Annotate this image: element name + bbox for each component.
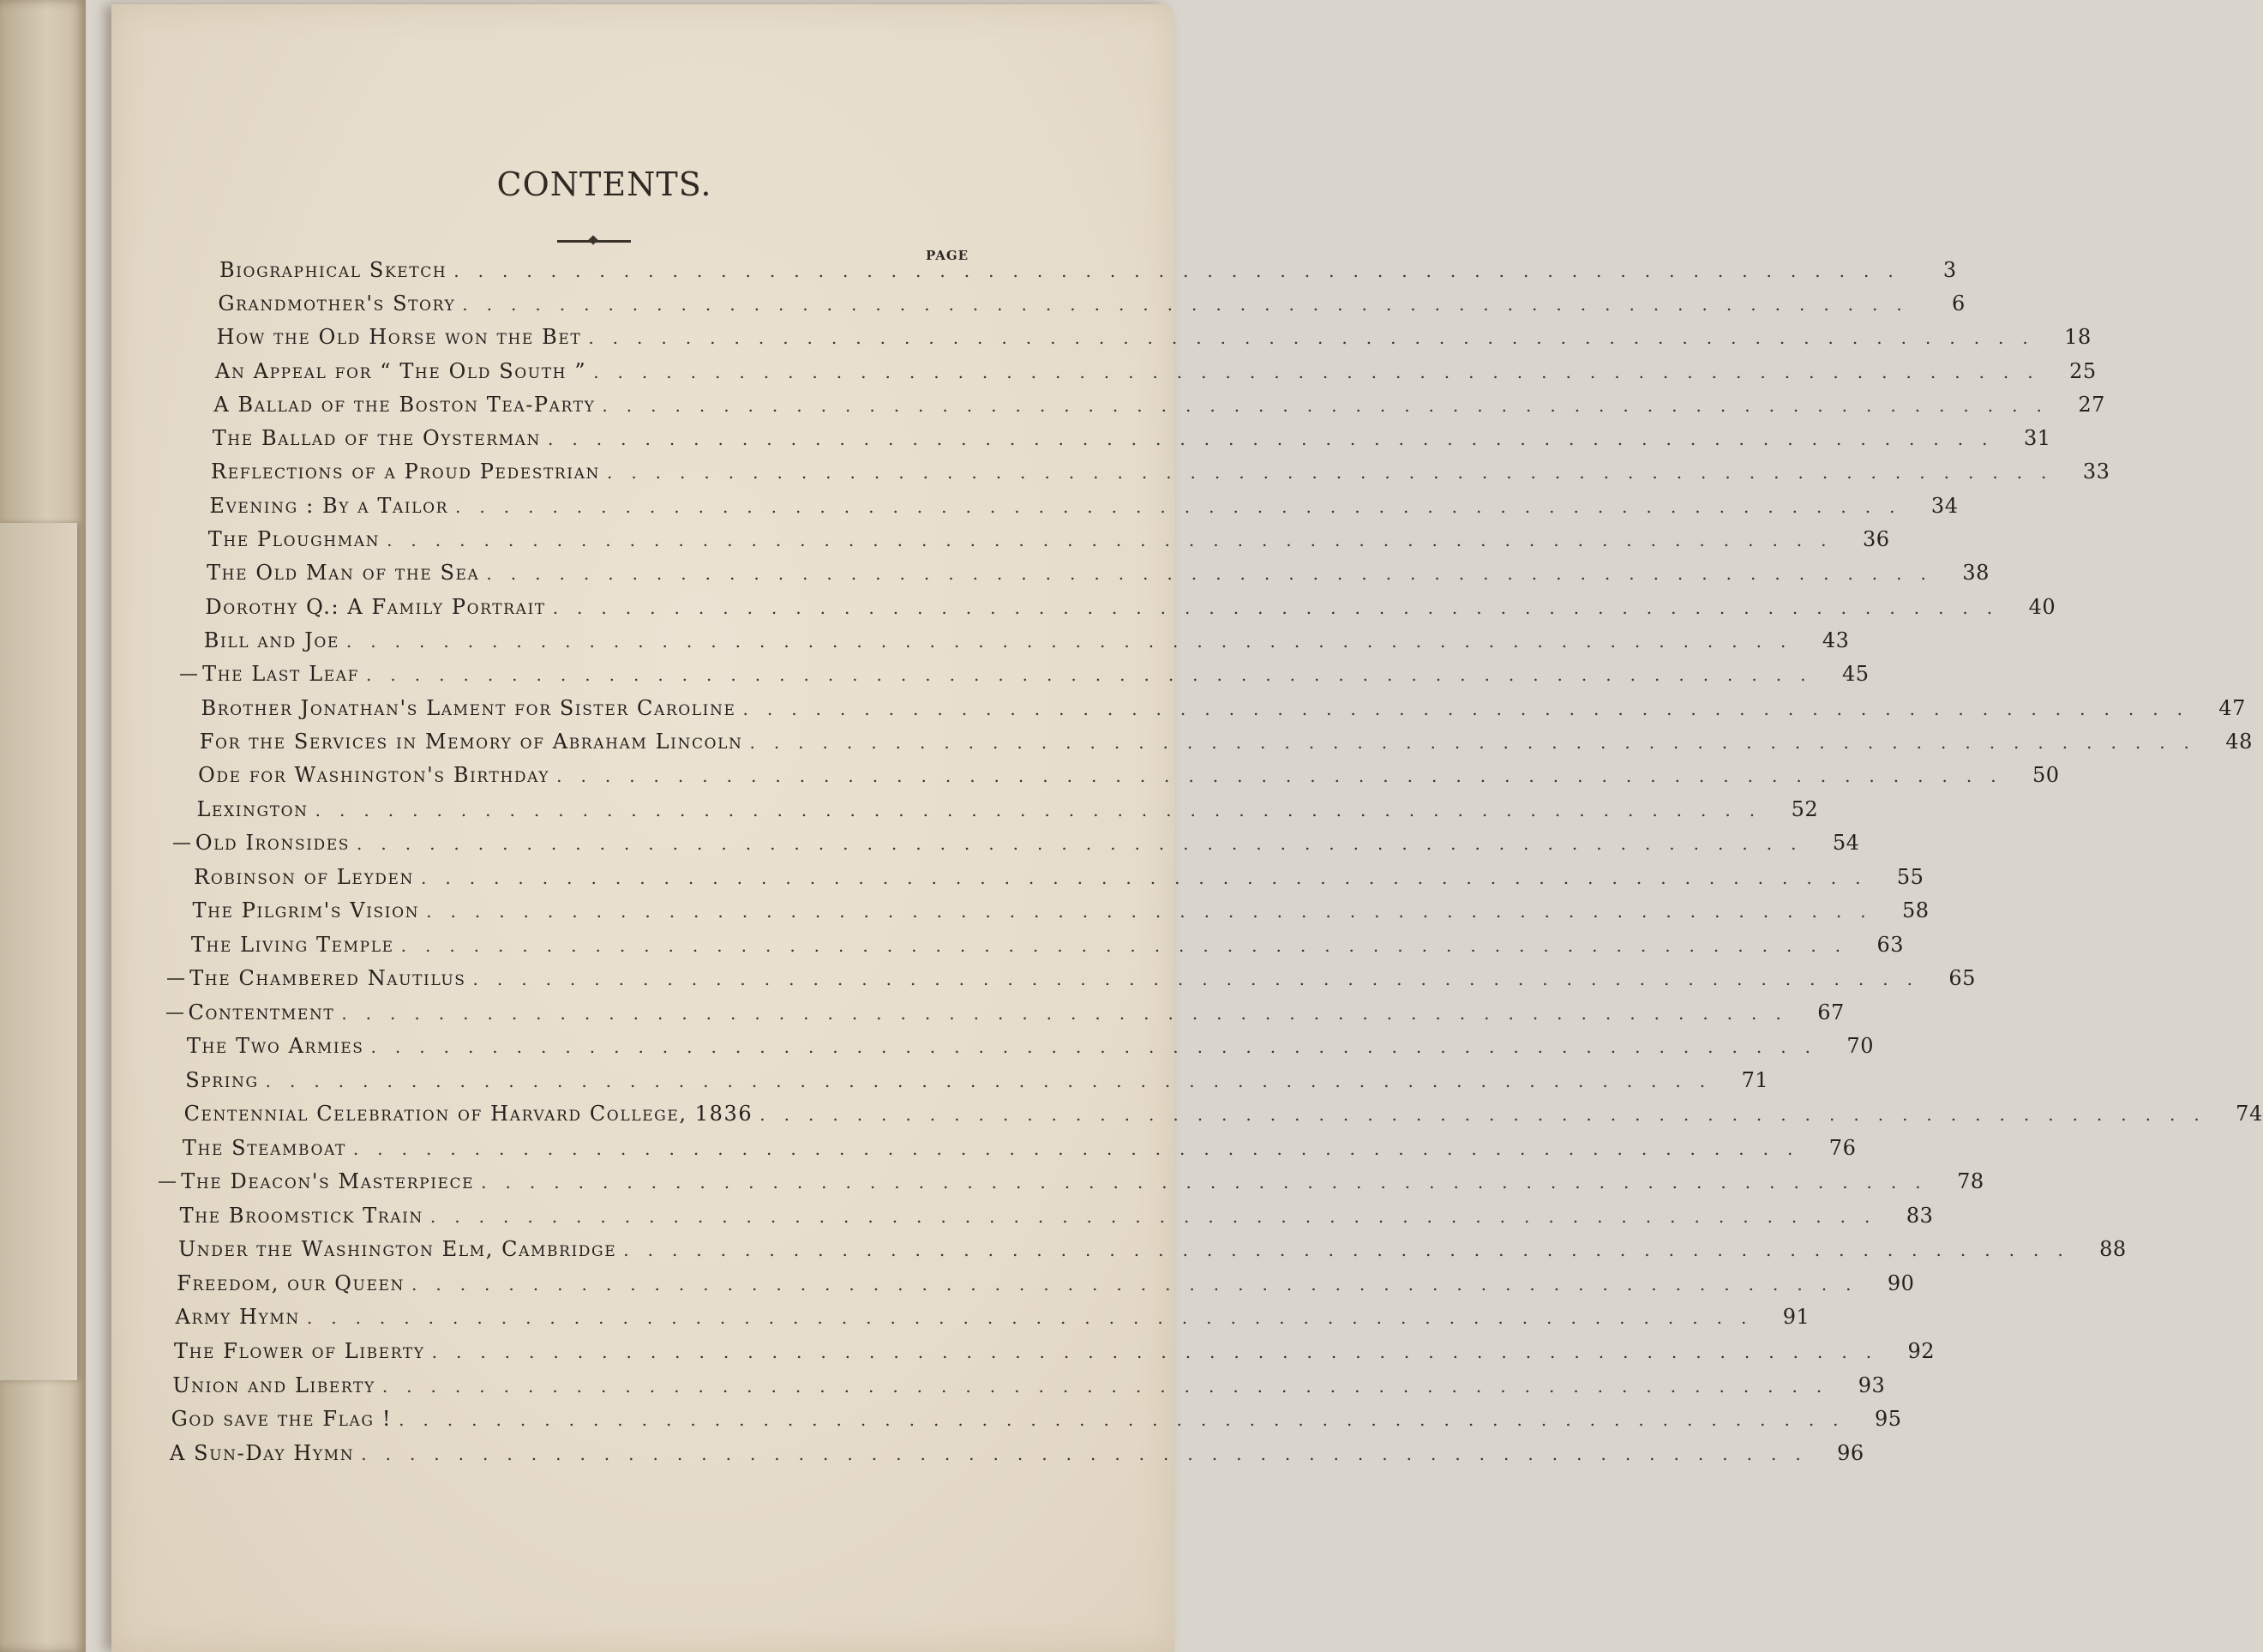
- toc-entry: [205, 594, 2056, 619]
- toc-entry-page-number: 33: [2082, 460, 2110, 484]
- toc-entry: [170, 1441, 1864, 1465]
- dot-leader: ............................................................: [486, 563, 1945, 585]
- toc-entry-page-number: 91: [1782, 1305, 1810, 1330]
- book-page: [111, 4, 2263, 1652]
- toc-entry-page-number: 52: [1791, 796, 1819, 821]
- dot-leader: ............................................................: [623, 1240, 2082, 1261]
- dot-leader: ............................................................: [370, 1036, 1829, 1058]
- toc-entry: [202, 662, 1870, 687]
- toc-entry: [198, 763, 2060, 788]
- dot-leader: ............................................................: [453, 261, 1912, 281]
- dot-leader: ............................................................: [357, 833, 1816, 855]
- toc-entry-title: Contentment: [188, 1000, 335, 1024]
- toc-entry: [194, 864, 1924, 889]
- toc-entry-title: The Living Temple: [190, 932, 394, 957]
- dot-leader: ............................................................: [361, 1444, 1820, 1464]
- toc-entry: [207, 561, 1990, 586]
- toc-entry-title: Ode for Washington's Birthday: [198, 763, 550, 788]
- toc-entry-title: The Chambered Nautilus: [189, 966, 466, 991]
- toc-entry: [189, 966, 1976, 991]
- pencil-mark: [166, 1012, 183, 1014]
- toc-entry: [175, 1305, 1810, 1330]
- toc-entry-page-number: 38: [1962, 561, 1990, 586]
- toc-entry-page-number: 93: [1858, 1373, 1886, 1397]
- toc-entry-page-number: 65: [1948, 966, 1976, 991]
- toc-entry-title: Biographical Sketch: [219, 258, 447, 282]
- toc-entry-title: The Last Leaf: [202, 662, 360, 687]
- toc-entry: [182, 1135, 1857, 1160]
- toc-entry: [207, 527, 1890, 552]
- dot-leader: ............................................................: [602, 394, 2061, 416]
- toc-entry-page-number: 58: [1902, 898, 1930, 923]
- page-column-label: PAGE: [926, 248, 969, 263]
- dot-leader: ............................................................: [556, 766, 2015, 787]
- toc-entry-page-number: 83: [1906, 1203, 1934, 1228]
- toc-entry-page-number: 90: [1887, 1271, 1915, 1295]
- pencil-mark: [159, 1181, 176, 1183]
- toc-entry-page-number: 40: [2028, 594, 2056, 619]
- toc-entry: [186, 1034, 1874, 1059]
- dot-leader: ............................................................: [759, 1104, 2218, 1126]
- dot-leader: ............................................................: [552, 597, 2012, 618]
- toc-entry-title: The Steamboat: [182, 1135, 346, 1160]
- toc-entry-page-number: 45: [1841, 662, 1870, 687]
- toc-entry: [211, 460, 2110, 484]
- toc-entry-title: The Deacon's Masterpiece: [181, 1169, 475, 1194]
- toc-entry: [195, 831, 1860, 856]
- dot-leader: ............................................................: [352, 1138, 1812, 1159]
- toc-entry-page-number: 92: [1907, 1339, 1936, 1364]
- toc-entry-page-number: 95: [1875, 1407, 1902, 1432]
- toc-entry: [218, 291, 1966, 316]
- toc-entry-title: Reflections of a Proud Pedestrian: [211, 460, 600, 484]
- toc-entry-page-number: 55: [1896, 864, 1924, 889]
- toc-entry: [179, 1203, 1934, 1228]
- toc-entry-title: Under the Washington Elm, Cambridge: [177, 1237, 617, 1262]
- toc-entry-page-number: 78: [1957, 1169, 1984, 1194]
- toc-entry-page-number: 96: [1837, 1441, 1864, 1465]
- toc-entry-page-number: 3: [1942, 258, 1957, 282]
- toc-entry-page-number: 34: [1930, 493, 1959, 518]
- toc-entry-page-number: 63: [1876, 932, 1905, 957]
- dot-leader: ............................................................: [345, 630, 1805, 652]
- toc-entry-page-number: 54: [1832, 831, 1860, 856]
- toc-entry: [185, 1067, 1769, 1092]
- toc-entry-page-number: 70: [1846, 1034, 1874, 1059]
- toc-entry-title: The Broomstick Train: [179, 1203, 423, 1228]
- toc-entry-page-number: 48: [2225, 730, 2253, 754]
- toc-entry: [171, 1407, 1902, 1432]
- toc-entry: [196, 796, 1819, 821]
- page-heading: CONTENTS.: [496, 165, 712, 203]
- toc-entry: [181, 1169, 1984, 1194]
- toc-entry: [183, 1102, 2263, 1126]
- pencil-mark: [180, 674, 197, 676]
- toc-entry-title: Grandmother's Story: [218, 291, 456, 316]
- toc-entry-page-number: 27: [2078, 392, 2105, 417]
- dot-leader: ............................................................: [381, 1375, 1841, 1397]
- dot-leader: ............................................................: [399, 1409, 1858, 1431]
- toc-entry: [190, 932, 1905, 957]
- toc-entry-title: A Sun-Day Hymn: [170, 1441, 355, 1465]
- toc-entry-page-number: 47: [2218, 695, 2246, 720]
- toc-entry-title: Bill and Joe: [203, 628, 339, 652]
- dot-leader: ............................................................: [341, 1002, 1800, 1024]
- dot-leader: ............................................................: [431, 1342, 1891, 1363]
- pencil-mark: [173, 843, 190, 844]
- dot-leader: ............................................................: [387, 530, 1846, 551]
- dot-leader: ............................................................: [315, 799, 1774, 820]
- toc-entry: [173, 1339, 1936, 1364]
- toc-entry: [201, 695, 2246, 720]
- toc-entry-page-number: 74: [2236, 1102, 2263, 1126]
- dot-leader: ............................................................: [593, 361, 2052, 382]
- toc-entry-title: God save the Flag !: [171, 1407, 393, 1432]
- toc-entry-page-number: 6: [1951, 291, 1966, 316]
- toc-entry-page-number: 31: [2023, 426, 2051, 451]
- toc-entry: [192, 898, 1930, 923]
- toc-entry-title: The Flower of Liberty: [173, 1339, 425, 1364]
- toc-entry-title: Spring: [185, 1067, 259, 1092]
- toc-entry: [215, 358, 2097, 383]
- toc-entry: [172, 1373, 1886, 1397]
- dot-leader: ............................................................: [420, 867, 1880, 888]
- toc-entry-page-number: 71: [1741, 1067, 1769, 1092]
- dot-leader: ............................................................: [306, 1307, 1766, 1329]
- toc-entry: [199, 730, 2253, 754]
- toc-entry-title: A Ballad of the Boston Tea-Party: [213, 392, 596, 417]
- toc-entry: [203, 628, 1850, 652]
- toc-entry-title: How the Old Horse won the Bet: [216, 325, 582, 350]
- dot-leader: ............................................................: [481, 1172, 1940, 1193]
- toc-entry-title: Dorothy Q.: A Family Portrait: [205, 594, 546, 619]
- toc-entry-title: An Appeal for “ The Old South ”: [215, 358, 587, 383]
- toc-entry-title: Robinson of Leyden: [194, 864, 414, 889]
- toc-entry: [177, 1237, 2127, 1262]
- dot-leader: ............................................................: [588, 327, 2047, 349]
- dot-leader: ............................................................: [400, 934, 1860, 956]
- toc-entry-page-number: 43: [1822, 628, 1850, 652]
- toc-entry-title: Centennial Celebration of Harvard College, 1836: [183, 1102, 753, 1126]
- dot-leader: ............................................................: [749, 732, 2208, 754]
- dot-leader: ............................................................: [265, 1070, 1725, 1091]
- toc-entry-title: Old Ironsides: [195, 831, 350, 856]
- dot-leader: ............................................................: [429, 1205, 1889, 1227]
- toc-entry-page-number: 25: [2069, 358, 2097, 383]
- toc-entry: [213, 392, 2105, 417]
- toc-entry-title: The Ploughman: [207, 527, 381, 552]
- toc-entry: [177, 1271, 1915, 1295]
- dot-leader: ............................................................: [606, 462, 2066, 484]
- dot-leader: ............................................................: [462, 294, 1921, 315]
- toc-entry-title: Lexington: [196, 796, 309, 821]
- dot-leader: ............................................................: [366, 664, 1825, 686]
- dot-leader: ............................................................: [472, 969, 1931, 990]
- toc-entry-title: Evening : By a Tailor: [209, 493, 449, 518]
- toc-entry-page-number: 76: [1828, 1135, 1857, 1160]
- toc-entry: [216, 325, 2092, 350]
- dot-leader: ............................................................: [455, 496, 1914, 517]
- pencil-mark: [167, 978, 184, 980]
- toc-entry: [188, 1000, 1845, 1024]
- torn-page-edge: [0, 523, 77, 1380]
- toc-entry-page-number: 18: [2064, 325, 2092, 350]
- toc-entry-title: Army Hymn: [175, 1305, 300, 1330]
- dot-leader: ............................................................: [411, 1273, 1870, 1295]
- toc-entry: [209, 493, 1959, 518]
- toc-entry-title: The Old Man of the Sea: [207, 561, 480, 586]
- toc-entry-title: The Ballad of the Oysterman: [212, 426, 542, 451]
- toc-entry-page-number: 67: [1817, 1000, 1845, 1024]
- dot-leader: ............................................................: [742, 698, 2201, 719]
- toc-entry: [212, 426, 2051, 451]
- toc-entry-page-number: 88: [2099, 1237, 2127, 1262]
- table-of-contents: [111, 4, 2263, 1652]
- dot-leader: ............................................................: [426, 901, 1885, 922]
- toc-entry: [219, 258, 1957, 282]
- toc-entry-title: For the Services in Memory of Abraham Lincoln: [199, 730, 743, 754]
- dot-leader: ............................................................: [548, 429, 2007, 450]
- toc-entry-title: The Pilgrim's Vision: [192, 898, 420, 923]
- toc-entry-page-number: 36: [1862, 527, 1890, 552]
- toc-entry-title: Freedom, our Queen: [177, 1271, 405, 1295]
- toc-entry-title: Union and Liberty: [172, 1373, 375, 1397]
- toc-entry-title: The Two Armies: [186, 1034, 364, 1059]
- toc-entry-page-number: 50: [2032, 763, 2060, 788]
- toc-entry-title: Brother Jonathan's Lament for Sister Caroline: [201, 695, 736, 720]
